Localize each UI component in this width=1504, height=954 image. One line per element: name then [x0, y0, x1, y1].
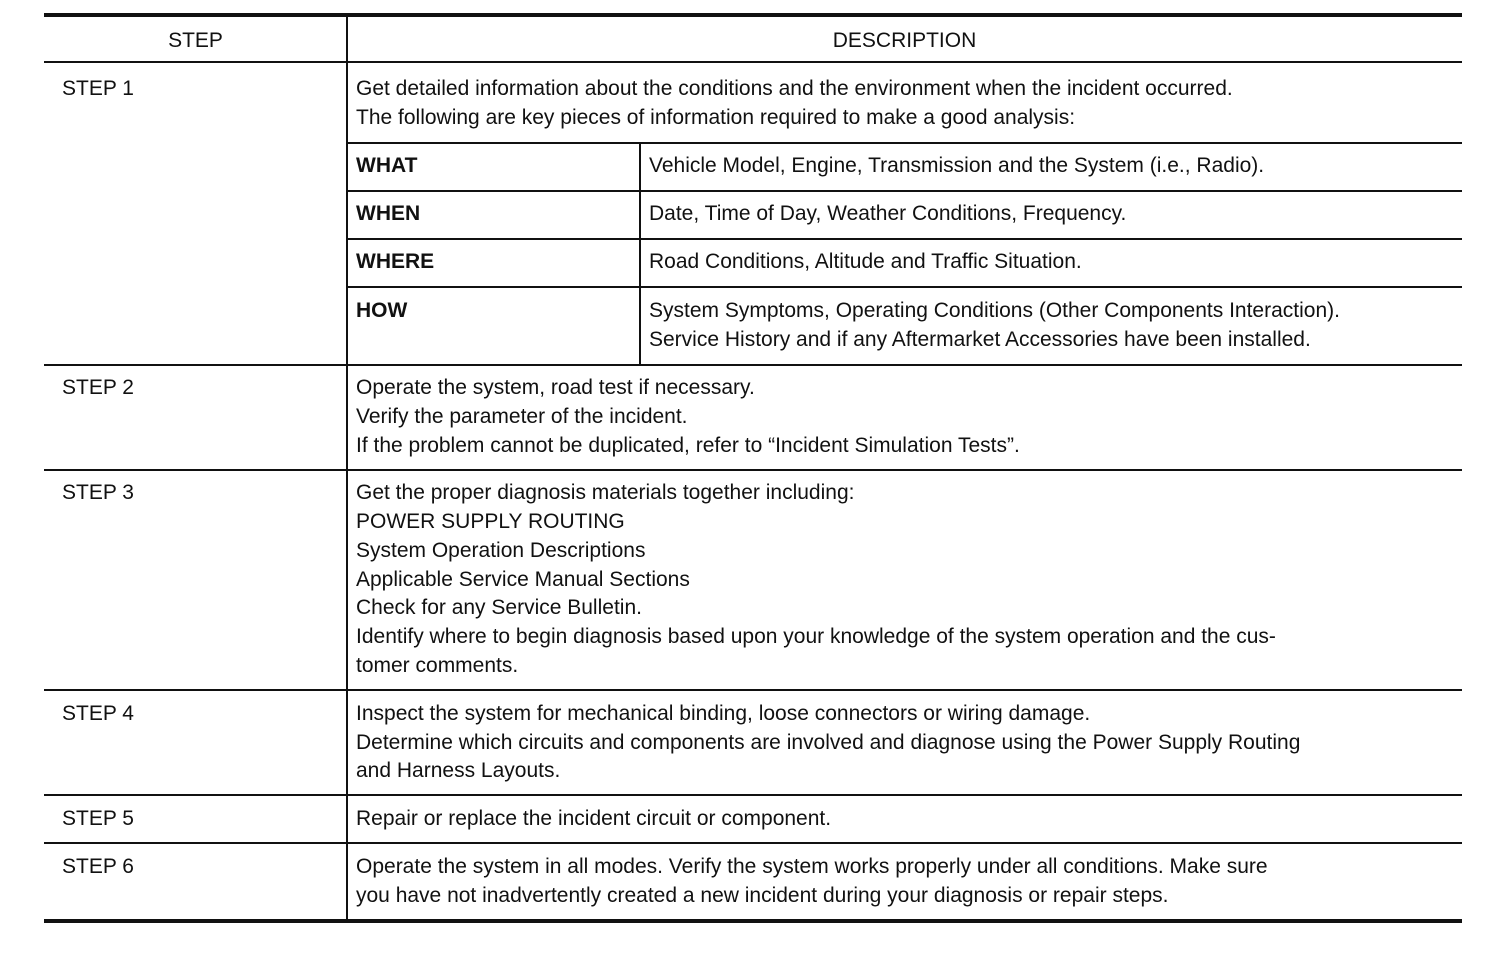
step-label: STEP 5 [62, 807, 134, 830]
step-description-line: you have not inadvertently created a new incident during your diagnosis or repair steps. [356, 884, 1169, 907]
step-description-line: Repair or replace the incident circuit or component. [356, 807, 832, 830]
subtable-key-what: WHAT [356, 154, 418, 177]
row-rule [44, 469, 1462, 471]
table-bottom-rule [44, 919, 1462, 923]
header-description: DESCRIPTION [832, 29, 977, 52]
subtable-value-when: Date, Time of Day, Weather Conditions, Frequency. [649, 202, 1127, 225]
step-description-line: The following are key pieces of information required to make a good analysis: [356, 106, 1076, 129]
step-description-line: Inspect the system for mechanical binding, loose connectors or wiring damage. [356, 702, 1091, 725]
subtable-value-how: Service History and if any Aftermarket Accessories have been installed. [649, 328, 1311, 351]
row-rule [44, 842, 1462, 844]
subtable-value-how: System Symptoms, Operating Conditions (Other Components Interaction). [649, 299, 1340, 322]
step-label: STEP 4 [62, 702, 134, 725]
step-description-line: POWER SUPPLY ROUTING [356, 510, 625, 533]
subtable-rule [347, 286, 1462, 288]
subtable-value-what: Vehicle Model, Engine, Transmission and the System (i.e., Radio). [649, 154, 1265, 177]
step-description-line: Get detailed information about the conditions and the environment when the incident occurred. [356, 77, 1233, 100]
step-description-line: Operate the system, road test if necessary. [356, 376, 755, 399]
subtable-rule [347, 190, 1462, 192]
step-description-line: Operate the system in all modes. Verify the system works properly under all conditions. Make sure [356, 855, 1268, 878]
column-divider [346, 13, 348, 923]
subtable-key-when: WHEN [356, 202, 421, 225]
step-description-line: and Harness Layouts. [356, 759, 561, 782]
subtable-key-how: HOW [356, 299, 408, 322]
diagnostic-steps-table [44, 13, 1462, 923]
row-rule [44, 689, 1462, 691]
subtable-key-where: WHERE [356, 250, 435, 273]
subtable-value-where: Road Conditions, Altitude and Traffic Situation. [649, 250, 1082, 273]
step-description-line: Identify where to begin diagnosis based upon your knowledge of the system operation and the cus- [356, 625, 1276, 648]
step-label: STEP 3 [62, 481, 134, 504]
row-rule [44, 794, 1462, 796]
subtable-rule [347, 142, 1462, 144]
step-label: STEP 6 [62, 855, 134, 878]
step-label: STEP 2 [62, 376, 134, 399]
step-description-line: tomer comments. [356, 654, 519, 677]
step-description-line: System Operation Descriptions [356, 539, 646, 562]
step-description-line: Verify the parameter of the incident. [356, 405, 688, 428]
step-description-line: Check for any Service Bulletin. [356, 596, 642, 619]
subtable-rule [347, 238, 1462, 240]
table-top-rule [44, 13, 1462, 17]
step-label: STEP 1 [62, 77, 134, 100]
subtable-divider [639, 142, 641, 364]
step-description-line: Get the proper diagnosis materials together including: [356, 481, 855, 504]
header-step: STEP [168, 29, 223, 52]
step-description-line: Applicable Service Manual Sections [356, 568, 690, 591]
header-bottom-rule [44, 61, 1462, 63]
row-rule [44, 364, 1462, 366]
step-description-line: Determine which circuits and components are involved and diagnose using the Power Supply Routing [356, 731, 1301, 754]
step-description-line: If the problem cannot be duplicated, refer to “Incident Simulation Tests”. [356, 434, 1020, 457]
